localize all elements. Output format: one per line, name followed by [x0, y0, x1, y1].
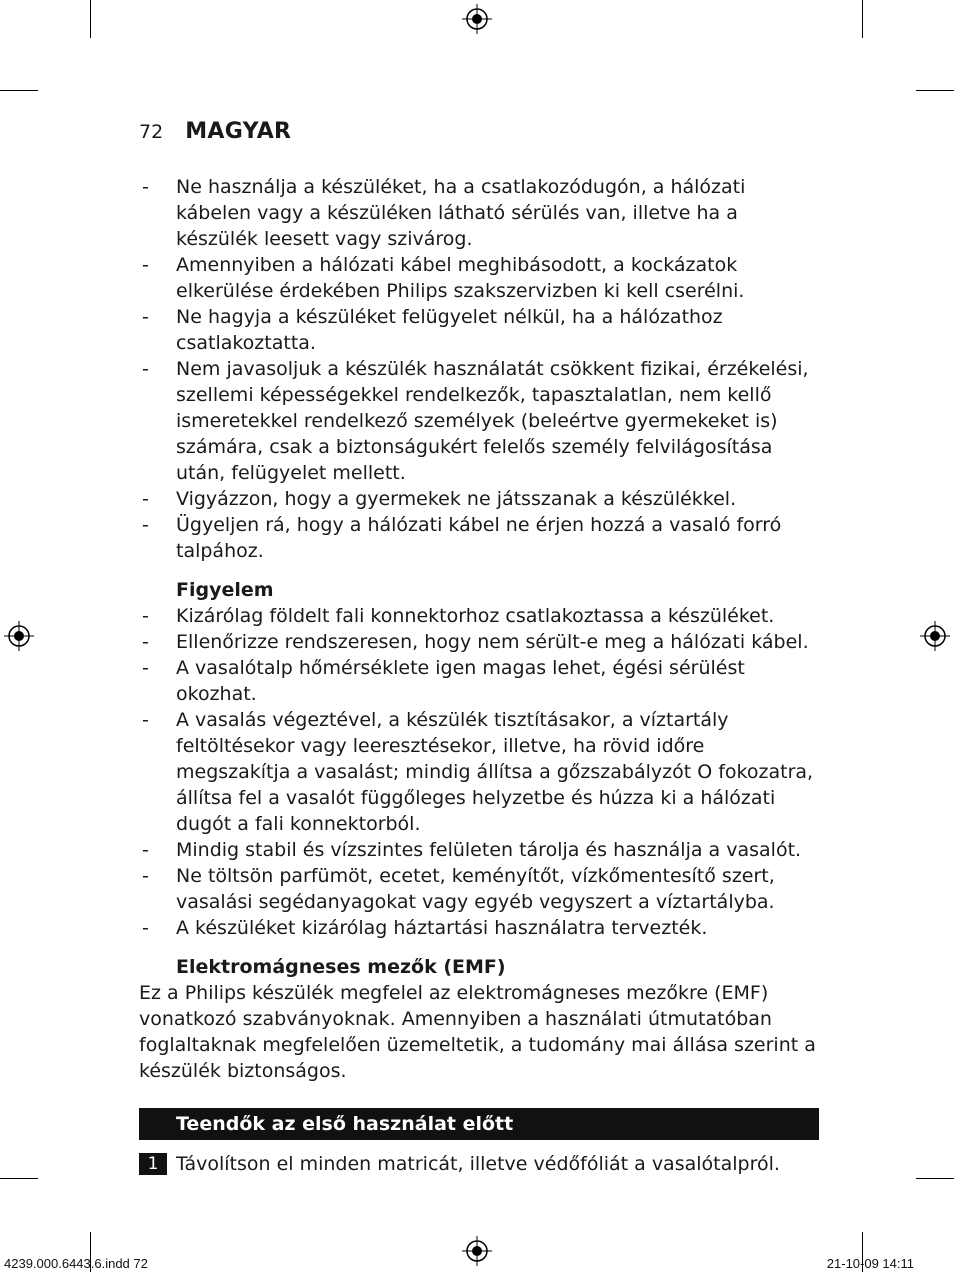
- emf-heading: Elektromágneses mezők (EMF): [176, 956, 506, 978]
- registration-mark-icon: [462, 4, 492, 34]
- list-item: - Ne hagyja a készüléket felügyelet nélkül, ha a hálózathoz csatlakoztatta.: [139, 304, 819, 356]
- emf-paragraph: Ez a Philips készülék megfelel az elektromágneses mezőkre (EMF) vonatkozó szabványoknak. Amennyiben a használati útmutatóban foglaltaknak megfelelően üzemeltetik, a tudomány mai állása szerint a készülék biztonságos.: [139, 982, 816, 1082]
- list-item: - Amennyiben a hálózati kábel meghibásodott, a kockázatok elkerülése érdekében Philips szakszervizben ki kell cserélni.: [139, 252, 819, 304]
- list-item: - Kizárólag földelt fali konnektorhoz csatlakoztassa a készüléket.: [139, 603, 819, 629]
- section-bar-first-use: Teendők az első használat előtt: [139, 1108, 819, 1140]
- crop-mark: [0, 90, 38, 91]
- list-item: - Mindig stabil és vízszintes felületen tárolja és használja a vasalót.: [139, 837, 819, 863]
- crop-mark: [0, 1178, 38, 1179]
- list-item: - A készüléket kizárólag háztartási használatra tervezték.: [139, 915, 819, 941]
- list-item: - A vasalótalp hőmérséklete igen magas lehet, égési sérülést okozhat.: [139, 655, 819, 707]
- list-item: - A vasalás végeztével, a készülék tisztításakor, a víztartály feltöltésekor vagy leeresztésekor, illetve, ha rövid időre megszakítja a vasalást; mindig állítsa a gőzszabályzót O fokozatra, állítsa fel a vasalót függőleges helyzetbe és húzza ki a hálózati dugót a fali konnektorból.: [139, 707, 819, 837]
- step-text: Távolítson el minden matricát, illetve védőfóliát a vasalótalpról.: [176, 1153, 780, 1175]
- page-content: [139, 174, 819, 1177]
- list-item: - Nem javasoljuk a készülék használatát csökkent fizikai, érzékelési, szellemi képességekkel rendelkezők, tapasztalatlan, nem kellő ismeretekkel rendelkező személyek (beleértve gyermekeket is) számára, csak a biztonságukért felelős személy felvilágosítása után, felügyelet mellett.: [139, 356, 819, 486]
- step-number: 1: [139, 1153, 167, 1175]
- caution-heading: Figyelem: [176, 579, 274, 601]
- footer-file: 4239.000.6443.6.indd 72: [4, 1256, 148, 1271]
- crop-mark: [90, 0, 91, 38]
- list-item: - Ne töltsön parfümöt, ecetet, keményítőt, vízkőmentesítő szert, vasalási segédanyagokat vagy egyéb vegyszert a víztartályba.: [139, 863, 819, 915]
- step-item: [139, 1151, 819, 1177]
- registration-mark-icon: [462, 1236, 492, 1266]
- list-item: - Ellenőrizze rendszeresen, hogy nem sérült-e meg a hálózati kábel.: [139, 629, 819, 655]
- footer-date: 21-10-09 14:11: [826, 1256, 914, 1271]
- list-item: - Vigyázzon, hogy a gyermekek ne játsszanak a készülékkel.: [139, 486, 819, 512]
- crop-mark: [916, 90, 954, 91]
- list-item: - Ügyeljen rá, hogy a hálózati kábel ne érjen hozzá a vasaló forró talpához.: [139, 512, 819, 564]
- caution-list: [139, 603, 819, 941]
- page-number: 72: [139, 121, 164, 143]
- crop-mark: [862, 0, 863, 38]
- warnings-list: [139, 174, 819, 564]
- crop-mark: [916, 1178, 954, 1179]
- registration-mark-icon: [920, 621, 950, 651]
- page-header: [139, 119, 291, 144]
- language-title: MAGYAR: [185, 119, 292, 144]
- list-item: - Ne használja a készüléket, ha a csatlakozódugón, a hálózati kábelen vagy a készüléken látható sérülés van, illetve ha a készülék leesett vagy szivárog.: [139, 174, 819, 252]
- registration-mark-icon: [4, 621, 34, 651]
